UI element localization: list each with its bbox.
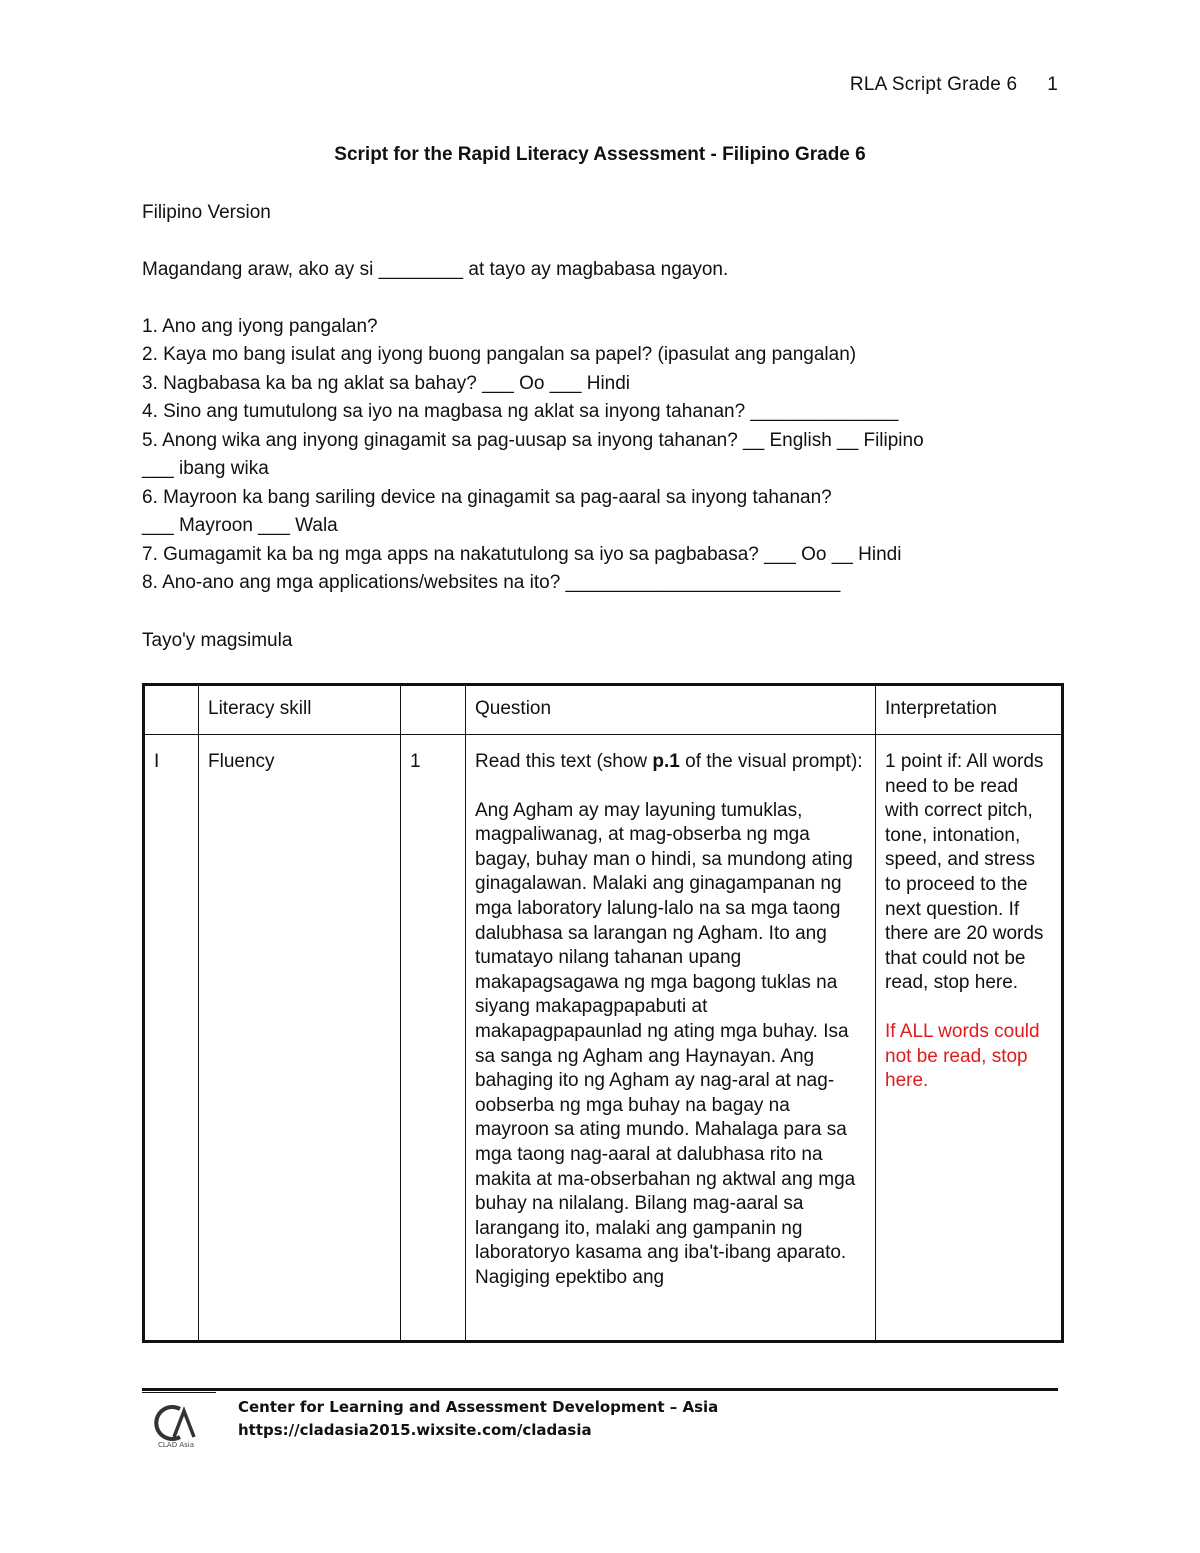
version-label: Filipino Version bbox=[142, 202, 271, 223]
footer-organization: Center for Learning and Assessment Development – Asia bbox=[238, 1398, 719, 1416]
page-number: 1 bbox=[1047, 74, 1058, 95]
header-interpretation: Interpretation bbox=[876, 685, 1063, 735]
section-number: I bbox=[144, 735, 199, 1342]
header-literacy-skill: Literacy skill bbox=[199, 685, 401, 735]
page-title: Script for the Rapid Literacy Assessment - Filipino Grade 6 bbox=[334, 144, 866, 165]
footer-divider bbox=[142, 1388, 1058, 1391]
running-header bbox=[850, 74, 1058, 96]
header-question: Question bbox=[466, 685, 876, 735]
question-5-continued: ___ ibang wika bbox=[142, 458, 269, 479]
question-1: 1. Ano ang iyong pangalan? bbox=[142, 316, 378, 337]
running-title: RLA Script Grade 6 bbox=[849, 74, 1018, 95]
start-label: Tayo'y magsimula bbox=[142, 630, 293, 651]
question-3: 3. Nagbabasa ka ba ng aklat sa bahay? ___ Oo ___ Hindi bbox=[142, 373, 631, 394]
question-8: 8. Ano-ano ang mga applications/websites na ito? __________________________ bbox=[142, 572, 841, 593]
footer-text bbox=[238, 1396, 718, 1442]
question-6: 6. Mayroon ka bang sariling device na ginagamit sa pag-aaral sa inyong tahanan? bbox=[142, 487, 832, 508]
assessment-table bbox=[142, 683, 1064, 1343]
question-2: 2. Kaya mo bang isulat ang iyong buong pangalan sa papel? (ipasulat ang pangalan) bbox=[142, 344, 857, 365]
question-6-options: ___ Mayroon ___ Wala bbox=[142, 515, 338, 536]
question-4: 4. Sino ang tumutulong sa iyo na magbasa ng aklat sa inyong tahanan? ______________ bbox=[142, 401, 899, 422]
footer-url[interactable]: https://cladasia2015.wixsite.com/cladasia bbox=[238, 1421, 592, 1439]
greeting-line: Magandang araw, ako ay si ________ at tayo ay magbabasa ngayon. bbox=[142, 259, 729, 280]
stop-warning: If ALL words could not be read, stop here. bbox=[885, 1020, 1040, 1092]
header-number bbox=[144, 685, 199, 735]
question-7: 7. Gumagamit ka ba ng mga apps na nakatutulong sa iyo sa pagbabasa? ___ Oo __ Hindi bbox=[142, 544, 902, 565]
table-header-row bbox=[144, 685, 1063, 735]
question-instruction: Read this text (show p.1 of the visual prompt): bbox=[475, 751, 863, 772]
footer-divider-short bbox=[142, 1392, 216, 1393]
question-5: 5. Anong wika ang inyong ginagamit sa pag-uusap sa inyong tahanan? __ English __ Filipino bbox=[142, 430, 924, 451]
interpretation-cell bbox=[876, 735, 1063, 1342]
table-row bbox=[144, 735, 1063, 1342]
interpretation-criteria: 1 point if: All words need to be read with correct pitch, tone, intonation, speed, and stress to proceed to the next question. If there are 20 words that could not be read, stop here. bbox=[885, 751, 1044, 994]
question-cell bbox=[466, 735, 876, 1342]
literacy-skill: Fluency bbox=[199, 735, 401, 1342]
reading-passage: Ang Agham ay may layuning tumuklas, magpaliwanag, at mag-obserba ng mga bagay, buhay man o hindi, sa mundong ating ginagalawan. Malaki ang ginagampanan ng mga laboratory lalung-lalo na sa mga taong dalubhasa sa larangan ng Agham. Ito ang tumatayo nilang tahanan upang makapagsagawa ng mga bagong tuklas na siyang makapagpapabuti at makapagpapaunlad ng ating mga buhay. Isa sa sanga ng Agham ang Haynayan. Ang bahaging ito ng Agham ay nag-aral at nag-oobserba ng mga buhay na bagay na mayroon sa ating mundo. Mahalaga para sa mga taong nag-aaral at dalubhasa rito na makita at ma-obserbahan ng aktwal ang mga buhay na nilalang. Bilang mag-aaral sa larangang ito, malaki ang gampanin ng laboratoryo kasama ang iba't-ibang aparato. Nagiging epektibo ang bbox=[475, 799, 856, 1288]
header-item bbox=[401, 685, 466, 735]
item-number: 1 bbox=[401, 735, 466, 1342]
clad-logo-icon bbox=[150, 1405, 202, 1449]
svg-text:CLAD Asia: CLAD Asia bbox=[157, 1441, 195, 1449]
